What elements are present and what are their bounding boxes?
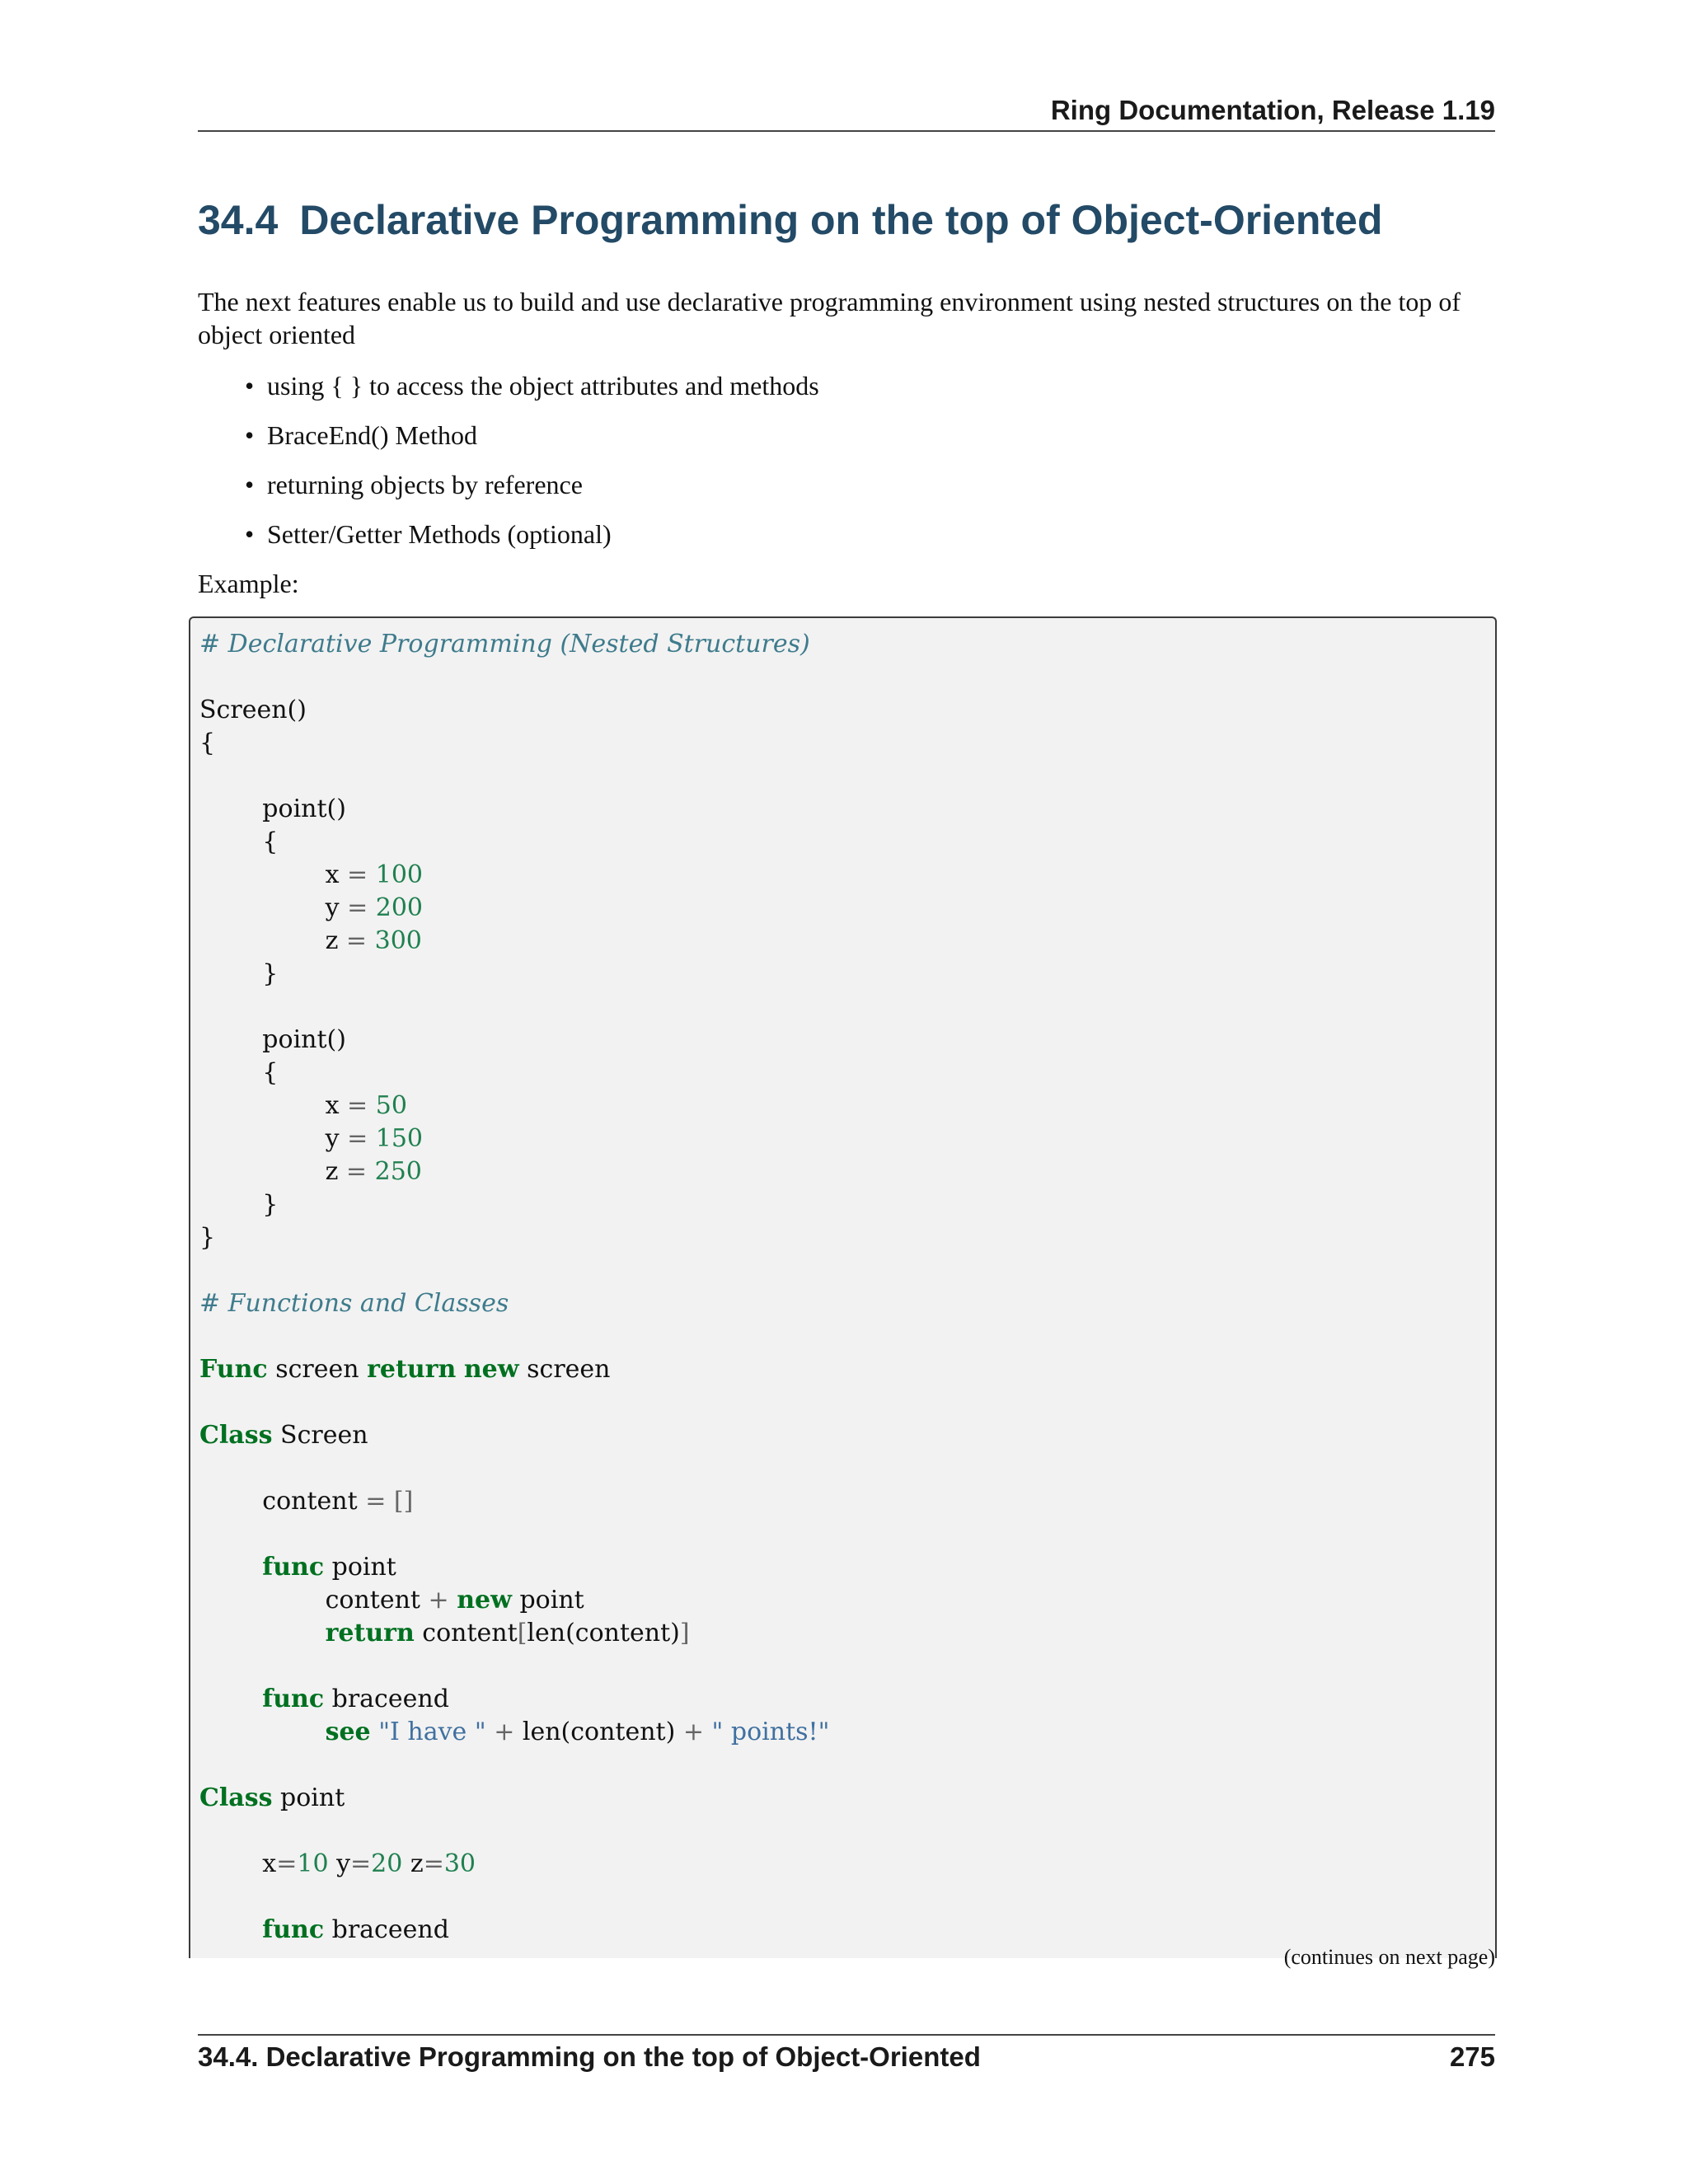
code-token: = bbox=[345, 1157, 368, 1186]
code-token: content bbox=[199, 1487, 366, 1516]
feature-list bbox=[198, 369, 819, 567]
code-token: z bbox=[199, 1157, 346, 1186]
code-token bbox=[368, 860, 376, 889]
code-token: + bbox=[428, 1586, 449, 1615]
code-line bbox=[199, 1124, 423, 1153]
intro-paragraph: The next features enable us to build and use declarative programming environment using nested structures on the top of object oriented bbox=[198, 287, 1461, 349]
code-token: new bbox=[457, 1586, 512, 1615]
code-block bbox=[189, 616, 1497, 1958]
code-token bbox=[199, 1553, 262, 1582]
code-token: point bbox=[324, 1553, 396, 1582]
code-token: z bbox=[199, 926, 346, 955]
code-token: = bbox=[423, 1849, 444, 1878]
code-token: x bbox=[199, 1849, 277, 1878]
code-token: y bbox=[199, 893, 348, 922]
code-token bbox=[199, 1718, 326, 1746]
code-line bbox=[199, 1025, 346, 1054]
code-token: return bbox=[325, 1619, 415, 1647]
code-token: # Functions and Classes bbox=[199, 1289, 509, 1318]
code-token: 50 bbox=[375, 1091, 407, 1120]
code-line bbox=[199, 1421, 368, 1450]
example-label: Example: bbox=[198, 569, 299, 598]
page-number: 275 bbox=[1449, 2041, 1495, 2072]
code-line bbox=[199, 630, 810, 658]
code-token: { bbox=[199, 1058, 279, 1087]
list-item: • using { } to access the object attributes and methods bbox=[198, 369, 819, 419]
code-token: = bbox=[365, 1487, 387, 1516]
code-token: len(content) bbox=[527, 1619, 680, 1647]
code-token: = bbox=[347, 860, 368, 889]
code-token: 10 bbox=[297, 1849, 329, 1878]
code-token bbox=[199, 1685, 262, 1713]
code-token: 30 bbox=[443, 1849, 476, 1878]
code-token: new bbox=[463, 1355, 519, 1384]
code-token bbox=[367, 926, 375, 955]
header-rule bbox=[198, 130, 1495, 132]
code-token: point bbox=[272, 1783, 345, 1812]
code-token: 300 bbox=[374, 926, 422, 955]
code-token: } bbox=[199, 1223, 216, 1252]
list-item: • returning objects by reference bbox=[198, 468, 819, 518]
code-token: [] bbox=[393, 1487, 414, 1516]
list-item: • BraceEnd() Method bbox=[198, 419, 819, 468]
code-token: = bbox=[347, 893, 368, 922]
code-token bbox=[199, 1915, 262, 1944]
code-line bbox=[199, 1783, 345, 1812]
code-token bbox=[371, 1718, 379, 1746]
section-title bbox=[198, 191, 1382, 249]
code-token: func bbox=[262, 1915, 325, 1944]
code-token: func bbox=[262, 1685, 325, 1713]
code-token bbox=[199, 1619, 326, 1647]
code-token: x bbox=[199, 860, 348, 889]
code-token: content bbox=[199, 1586, 429, 1615]
code-token: + bbox=[682, 1718, 704, 1746]
code-token: point() bbox=[199, 794, 346, 823]
code-token: Screen bbox=[272, 1421, 368, 1450]
code-line bbox=[199, 1190, 278, 1219]
code-token: 150 bbox=[375, 1124, 424, 1153]
continues-note: (continues on next page) bbox=[1283, 1945, 1495, 1969]
code-token bbox=[386, 1487, 394, 1516]
code-token: y bbox=[199, 1124, 348, 1153]
code-line bbox=[199, 1586, 584, 1615]
code-token: = bbox=[276, 1849, 298, 1878]
code-token: 200 bbox=[375, 893, 424, 922]
code-line bbox=[199, 696, 307, 724]
code-token: " points!" bbox=[711, 1718, 830, 1746]
code-token: 250 bbox=[374, 1157, 422, 1186]
code-token: z bbox=[402, 1849, 424, 1878]
code-token: point() bbox=[199, 1025, 346, 1054]
code-line bbox=[199, 729, 215, 757]
code-token: len(content) bbox=[514, 1718, 683, 1746]
code-token bbox=[367, 1157, 375, 1186]
code-token: point bbox=[511, 1586, 584, 1615]
code-token: y bbox=[328, 1849, 351, 1878]
running-header: Ring Documentation, Release 1.19 bbox=[1050, 95, 1495, 125]
code-token: func bbox=[262, 1553, 325, 1582]
code-token: 20 bbox=[371, 1849, 403, 1878]
code-token bbox=[704, 1718, 712, 1746]
code-token: Class bbox=[199, 1783, 273, 1812]
code-line bbox=[199, 1619, 690, 1647]
code-line bbox=[199, 1355, 611, 1384]
code-token bbox=[368, 1124, 376, 1153]
code-line bbox=[199, 794, 346, 823]
code-token bbox=[456, 1355, 464, 1384]
code-line bbox=[199, 926, 422, 955]
code-line bbox=[199, 1685, 449, 1713]
code-token: screen bbox=[518, 1355, 611, 1384]
code-line bbox=[199, 1289, 509, 1318]
code-token: content bbox=[414, 1619, 518, 1647]
code-line bbox=[199, 827, 278, 856]
section-number: 34.4 bbox=[198, 197, 279, 243]
code-token: } bbox=[199, 959, 279, 988]
code-token: } bbox=[199, 1190, 279, 1219]
code-token: return bbox=[367, 1355, 457, 1384]
code-token: x bbox=[199, 1091, 348, 1120]
code-token: screen bbox=[267, 1355, 368, 1384]
list-item: • Setter/Getter Methods (optional) bbox=[198, 518, 819, 567]
code-token: [ bbox=[517, 1619, 528, 1647]
section-title-text: Declarative Programming on the top of Object-Oriented bbox=[299, 197, 1383, 243]
code-token: "I have " bbox=[378, 1718, 486, 1746]
code-token: braceend bbox=[324, 1685, 449, 1713]
code-token: ] bbox=[679, 1619, 690, 1647]
code-token: # Declarative Programming (Nested Structures) bbox=[199, 630, 810, 658]
code-token: Func bbox=[199, 1355, 268, 1384]
code-line bbox=[199, 1091, 407, 1120]
code-token: braceend bbox=[324, 1915, 449, 1944]
code-token: + bbox=[494, 1718, 515, 1746]
code-token bbox=[368, 893, 376, 922]
code-token: { bbox=[199, 729, 216, 757]
code-token: = bbox=[345, 926, 368, 955]
code-token: Class bbox=[199, 1421, 273, 1450]
code-line bbox=[199, 893, 423, 922]
code-line bbox=[199, 1849, 476, 1878]
code-token: see bbox=[325, 1718, 371, 1746]
code-token bbox=[449, 1586, 457, 1615]
code-token: = bbox=[347, 1124, 368, 1153]
code-token: = bbox=[350, 1849, 372, 1878]
code-listing bbox=[190, 618, 1495, 1947]
footer-section-title: 34.4. Declarative Programming on the top of Object-Oriented bbox=[198, 2041, 981, 2072]
code-token: Screen() bbox=[199, 696, 307, 724]
code-line bbox=[199, 1157, 422, 1186]
footer-rule bbox=[198, 2034, 1495, 2036]
code-line bbox=[199, 860, 423, 889]
code-line bbox=[199, 1058, 278, 1087]
code-line bbox=[199, 1915, 449, 1944]
code-token bbox=[368, 1091, 376, 1120]
code-token bbox=[486, 1718, 495, 1746]
code-line bbox=[199, 1487, 413, 1516]
code-line bbox=[199, 1553, 396, 1582]
code-line bbox=[199, 1718, 829, 1746]
code-token: 100 bbox=[375, 860, 423, 889]
code-line bbox=[199, 1223, 215, 1252]
code-token: = bbox=[347, 1091, 368, 1120]
code-token: { bbox=[199, 827, 279, 856]
code-line bbox=[199, 959, 278, 988]
